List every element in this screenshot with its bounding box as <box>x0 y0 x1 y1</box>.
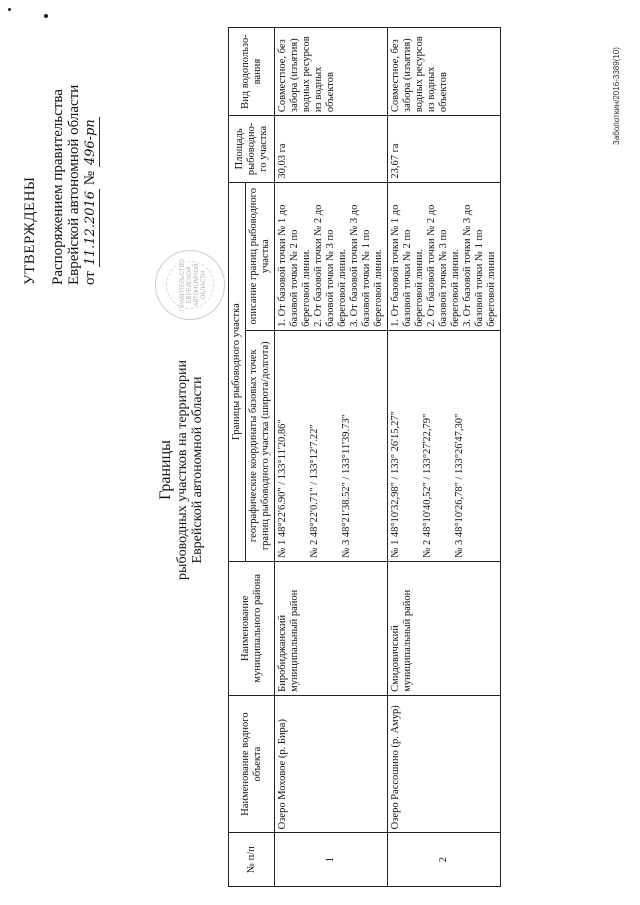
approval-line-1: Распоряжением правительства <box>50 89 66 285</box>
header-coords: географические координаты базовых точек границ рыбоводного участка (широта/долгота) <box>246 330 275 561</box>
cell-district: Биробиджанский муниципальный район <box>275 561 388 695</box>
cell-water-object: Озеро Рассошино (р. Амур) <box>388 695 501 832</box>
document-title <box>158 275 205 665</box>
cell-usage: Совместное, без забора (изъятия) водных ресурсов из водных объектов <box>275 28 388 116</box>
fishing-areas-table <box>228 27 501 887</box>
header-water-object: Наименование водного объекта <box>229 695 275 832</box>
cell-area: 23,67 га <box>388 116 501 183</box>
coord-point: № 1 48°22'6.90" / 133°11'20.86" <box>277 419 288 558</box>
table-row <box>275 28 388 887</box>
coord-point: № 3 48°21'38.52" / 133°11'39.73" <box>341 414 352 558</box>
approval-line-2: Еврейской автономной области <box>66 84 82 285</box>
approval-number: 496-рп <box>83 119 98 166</box>
coord-point: № 2 48°10'40,52" / 133°27'22,79" <box>422 413 433 558</box>
title-line-1: Границы <box>157 440 174 500</box>
coord-point: № 3 48°10'26,78" / 133°26'47,30" <box>454 413 465 558</box>
boundary-item: 1. От базовой точки № 1 до базовой точки № 2 по береговой линии. <box>390 204 425 327</box>
cell-district: Смидовичский муниципальный район <box>388 561 501 695</box>
coord-point: № 2 48°22'0.71" / 133°12'7.22" <box>309 424 320 558</box>
header-area: Площадь рыбоводно-го участка <box>229 116 275 183</box>
stamp-text: ПРАВИТЕЛЬСТВО ЕВРЕЙСКОЙ АВТОНОМНОЙ ОБЛАСТИ <box>180 259 207 311</box>
cell-coords <box>388 330 501 561</box>
boundary-item: 3. От базовой точки № 3 до базовой точки № 1 по береговой линии. <box>349 204 384 327</box>
header-usage: Вид водопользо-вания <box>229 28 275 116</box>
approval-heading: УТВЕРЖДЕНЫ <box>22 176 38 285</box>
cell-num: 1 <box>275 833 388 887</box>
header-num: № п/п <box>229 833 275 887</box>
header-boundaries: Границы рыбоводного участка <box>229 182 246 561</box>
cell-boundary-desc <box>275 182 388 330</box>
cell-boundary-desc <box>388 182 501 330</box>
cell-water-object: Озеро Моховое (р. Бира) <box>275 695 388 832</box>
boundary-item: 3. От базовой точки № 3 до базовой точки № 1 по береговой линии <box>462 204 497 327</box>
approval-line-3: от 11.12.2016 № 496-рп <box>82 119 98 285</box>
header-district: Наименование муниципального района <box>229 561 275 695</box>
table-row <box>388 28 501 887</box>
boundary-item: 2. От базовой точки № 2 до базовой точки № 3 по береговой линии. <box>313 204 348 327</box>
header-boundary-desc: описание границ рыбоводного участка <box>246 182 275 330</box>
boundary-item: 1. От базовой точки № 1 до базовой точки № 2 по береговой линии. <box>277 204 312 327</box>
coord-point: № 1 48°10'32,98" / 133° 26'15,27" <box>390 411 401 558</box>
cell-usage: Совместное, без забора (изъятия) водных ресурсов из водных объектов <box>388 28 501 116</box>
title-line-2: рыбоводных участков на территории <box>175 360 190 580</box>
approval-date: 11.12.2016 <box>83 190 98 266</box>
boundary-item: 2. От базовой точки № 2 до базовой точки № 3 по береговой линии. <box>426 204 461 327</box>
cell-num: 2 <box>388 833 501 887</box>
cell-coords <box>275 330 388 561</box>
title-line-3: Еврейской автономной области <box>190 376 205 564</box>
cell-area: 30,03 га <box>275 116 388 183</box>
approval-block <box>22 5 100 285</box>
document-code: Заболоткин/2016-3389(10) <box>612 47 621 145</box>
